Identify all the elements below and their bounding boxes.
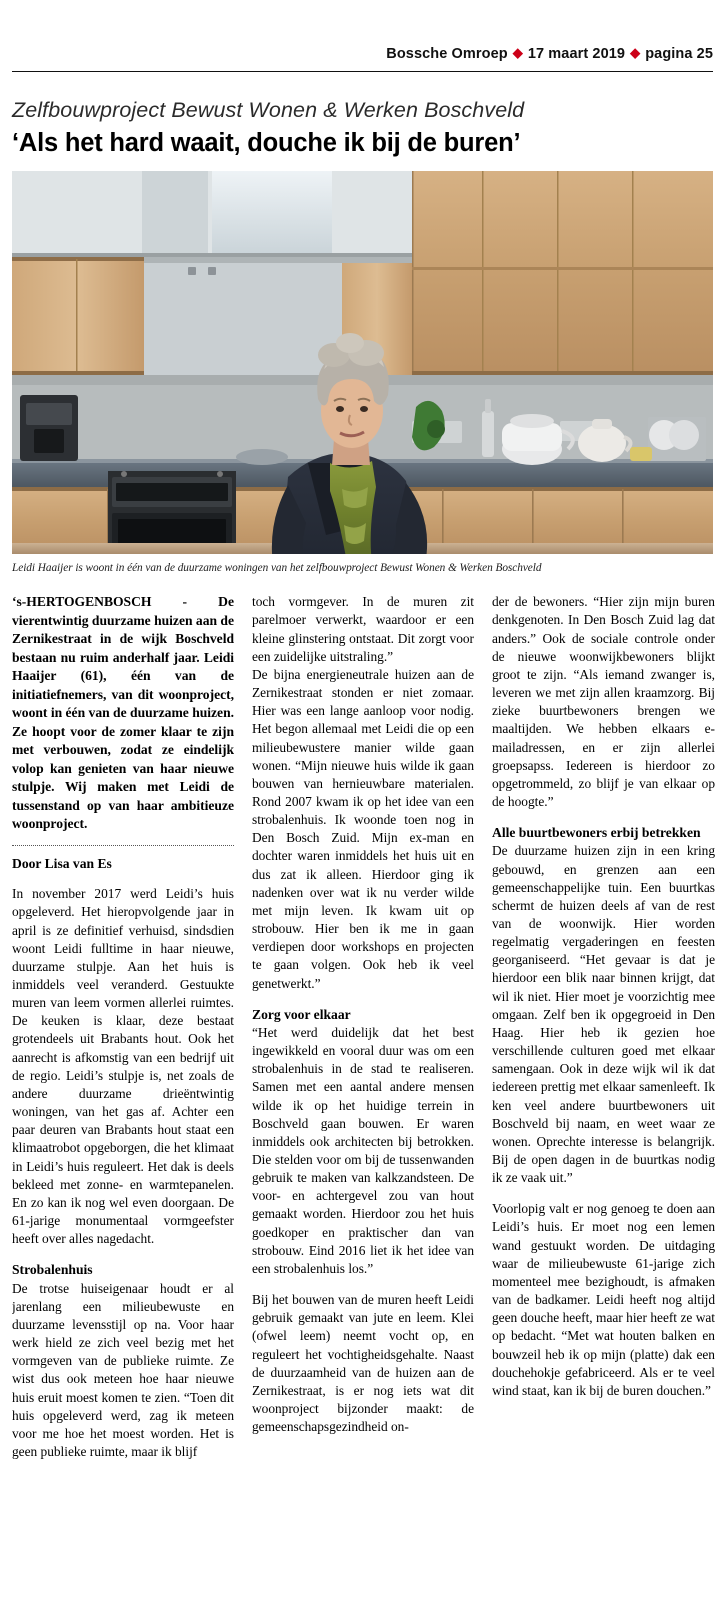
- body-paragraph: Voorlopig valt er nog genoeg te doen aan Leidi’s huis. Er moet nog een lemen wand gestuukt worden. De uitdaging waar de milieubewuste 61-jarige zich momenteel mee bezighoudt, is afmaken van de badkamer. Leidi heeft nog altijd geen douche heeft, maar hier heeft ze wat op bedacht. “Met wat houten balken en bouwzeil heb ik op mijn (platte) dak een douchehokje gefabriceerd. Als er te veel wind staat, kan ik bij de buren douchen.”: [492, 1201, 715, 1398]
- diamond-separator-icon: ◆: [512, 45, 523, 60]
- body-paragraph: In november 2017 werd Leidi’s huis opgeleverd. Het hieropvolgende jaar in april is ze definitief verhuisd, sindsdien woont Leidi fulltime in haar nieuwe, duurzame stulpje. Aan het huis is inmiddels veel veranderd. Gestuukte muren van leem vormen allerlei ruimtes. De keuken is klaar, deze bestaat grotendeels uit Brabants hout. Ook het aanrecht is afkomstig van een bedrijf uit de regio. Leidi’s stulpje is, net zoals de andere duurzame drieëntwintig woningen, van het gas af. Achter een paar deuren van Brabants hout staat een klimaatrobot opgeborgen, die het klimaat in Leidi’s huis reguleert. Het dak is deels bekleed met zonne- en warmtepanelen. En zo kan ik nog wel even doorgaan. De 61-jarige monumentaal vormgeefster heeft over alles nagedacht.: [12, 886, 234, 1247]
- article-columns: [12, 593, 713, 1461]
- masthead-rule: [12, 71, 713, 72]
- body-paragraph: Bij het bouwen van de muren heeft Leidi gebruik gemaakt van jute en leem. Klei (ofwel leem) neemt vocht op, en reguleert het vochtigheidsgehalte. Naast de duurzaamheid van de huizen aan de Zernikestraat, is er nog iets wat dit woonproject bijzonder maakt: de gemeenschapsgezindheid on-: [252, 1292, 474, 1435]
- section-subhead-zorg-voor-elkaar: Zorg voor elkaar: [252, 1006, 351, 1022]
- column-2: [252, 593, 474, 1436]
- body-paragraph: De duurzame huizen zijn in een kring gebouwd, en grenzen aan een gemeenschappelijke tuin. Een buurtkas schermt de huizen deels af van de rest van de woonwijk. Hier worden regelmatig vergaderingen en feesten georganiseerd. “Het gevaar is dat je hierdoor een blik naar binnen krijgt, dat wil ik niet. Hier moet je voorzichtig mee omgaan. Zelf ben ik opgegroeid in Den Haag. Hier heb ik gezien hoe verschillende culturen goed met elkaar samengaan. Ook in deze wijk wil ik dat iedereen prettig met elkaar samenleeft. Ik ken veel andere buurtbewoners uit Boschveld bij naam, en weet waar ze wonen. Oprechte interesse is belangrijk. Bij de open dagen in de buurtkas nodig ik ze vaak uit.”: [492, 843, 715, 1186]
- page-title: ‘Als het hard waait, douche ik bij de buren’: [12, 128, 521, 157]
- body-paragraph: der de bewoners. “Hier zijn mijn buren denkgenoten. In Den Bosch Zuid lag dat anders.” Ook de sociale controle onder de nieuwe woonwijkbewoners blijkt groot te zijn. “Als iemand zwanger is, leveren we met zijn allen kraamzorg. Bij zieke buurtbewoners brengen we maaltijden. We hebben elkaars e-mailadressen, en er zijn allerlei groepsapss. Iedereen is hierdoor zo opgetrommeld, zo blijf je van elkaar op de hoogte.”: [492, 594, 715, 809]
- lead-paragraph: ‘s-HERTOGENBOSCH - De vierentwintig duurzame huizen aan de Zernikestraat in de wijk Boschveld bestaan nu ruim anderhalf jaar. Leidi Haaijer (61), één van de initiatiefnemers, van dit woonproject, woont in één van de duurzame huizen. Ze hoopt voor de zomer klaar te zijn met verbouwen, zodat ze eindelijk volop kan genieten van haar nieuwe stulpje. Wij maken met Leidi de tussenstand op van haar ambitieuze woonproject.: [12, 594, 234, 832]
- page-number: pagina 25: [645, 46, 713, 62]
- article-kicker: Zelfbouwproject Bewust Wonen & Werken Boschveld: [12, 98, 525, 122]
- body-paragraph: De bijna energieneutrale huizen aan de Zernikestraat stonden er niet zomaar. Hier was een lange aanloop voor nodig. Het begon allemaal met Leidi die op een milieubewustere manier wilde gaan wonen. “Mijn nieuwe huis wilde ik gaan bouwen van hernieuwbare materialen. Rond 2007 kwam ik op het idee van een strobalenhuis. Ik woonde toen nog in Den Bosch Zuid. Mijn ex-man en dochter waren inmiddels het huis uit en dus zat ik alleen. Hierdoor ging ik nadenken over wat ik nu verder wilde met mijn leven. Ik kwam uit op strobouw. Hier ben ik me in gaan verdiepen door workshops en projecten te gaan volgen. Ook heb ik veel genetwerkt.”: [252, 666, 474, 991]
- byline-divider: [12, 845, 234, 846]
- section-subhead-alle-buurtbewoners: Alle buurtbewoners erbij betrekken: [492, 825, 701, 841]
- body-paragraph: De trotse huiseigenaar houdt er al jarenlang een milieubewuste en duurzame levensstijl op na. Voor haar werk hield ze zich veel bezig met het vormgeven van de publieke ruimte. Ze wist dus ook meteen hoe haar nieuwe huis eruit moest komen te zien. “Toen dit huis opgeleverd werd, zag ik meteen voor me hoe het moest worden. Het is geen publieke ruimte, maar ik blijf: [12, 1280, 234, 1459]
- column-1: [12, 593, 234, 1461]
- publication-name: Bossche Omroep: [386, 46, 508, 62]
- body-paragraph: toch vormgever. In de muren zit parelmoer verwerkt, waardoor er een kleine glinstering ontstaat. Dit zorgt voor een zuidelijke uitstraling.”: [252, 594, 474, 664]
- article-photo: [12, 171, 713, 554]
- body-paragraph: “Het werd duidelijk dat het best ingewikkeld en vooral duur was om een strobalenhuis in de stad te realiseren. Samen met een aantal andere mensen wilde ik op het huidige terrein in Boschveld gaan bouwen. Er waren inmiddels ook architecten bij betrokken. Die stelden voor om bij de tussenwanden gebruik te maken van kalkzandsteen. De voor- en achtergevel zou van hout gemaakt worden. Hierdoor zou het huis goedkoper en praktischer dan van strobouw. Eind 2016 liet ik het idee van een strobalenhuis los.”: [252, 1024, 474, 1276]
- kitchen-photo-illustration: [12, 171, 713, 554]
- column-3: [492, 593, 715, 1400]
- article-byline: Door Lisa van Es: [12, 855, 112, 871]
- photo-caption: Leidi Haaijer is woont in één van de duurzame woningen van het zelfbouwproject Bewust Wonen & Werken Boschveld: [12, 562, 542, 575]
- masthead: [12, 0, 713, 62]
- issue-date: 17 maart 2019: [527, 46, 626, 62]
- section-subhead-strobalenhuis: Strobalenhuis: [12, 1262, 93, 1278]
- diamond-separator-icon: ◆: [630, 45, 641, 60]
